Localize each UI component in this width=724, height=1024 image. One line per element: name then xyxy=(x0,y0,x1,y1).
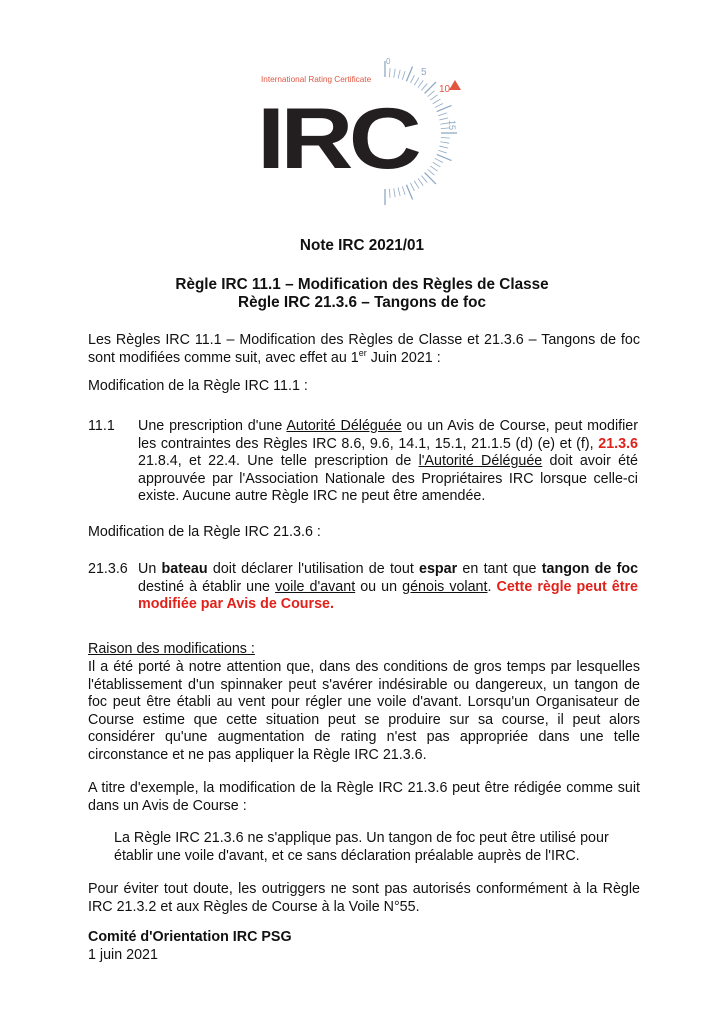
dial-tick xyxy=(406,66,412,81)
dial-tick xyxy=(430,166,437,171)
logo-wordmark: IRC xyxy=(257,91,420,187)
signature-date: 1 juin 2021 xyxy=(88,947,158,963)
irc-logo xyxy=(255,58,480,206)
dial-tick xyxy=(421,176,427,183)
dial-tick xyxy=(440,142,449,143)
dial-tick xyxy=(435,103,443,107)
dial-tick xyxy=(414,78,419,86)
dial-number-5: 5 xyxy=(421,67,427,78)
section-1-label: Modification de la Règle IRC 11.1 : xyxy=(88,378,308,394)
rule-title-1: Règle IRC 11.1 – Modification des Règles de Classe xyxy=(175,276,549,293)
link-autorite-deleguee: Autorité Déléguée xyxy=(286,418,402,434)
dial-tick xyxy=(439,146,448,148)
dial-tick xyxy=(394,188,395,197)
signature-committee: Comité d'Orientation IRC PSG xyxy=(88,929,292,945)
logo-tagline: International Rating Certificate xyxy=(261,75,372,84)
dial-tick xyxy=(425,82,436,93)
dial-tick xyxy=(398,187,400,196)
dial-tick xyxy=(418,178,423,185)
dial-tick xyxy=(428,91,435,97)
intro-paragraph: Les Règles IRC 11.1 – Modification des Règles de Classe et 21.3.6 – Tangons de foc sont modifiées comme suit, avec effet au 1er Juin 2021 : xyxy=(88,332,640,366)
dial-tick xyxy=(389,189,390,198)
dial-tick xyxy=(437,154,452,160)
rule-title-2: Règle IRC 21.3.6 – Tangons de foc xyxy=(238,294,486,311)
dial-tick xyxy=(418,80,423,87)
dial-number-0: 0 xyxy=(386,58,391,66)
highlight-21-3-6: 21.3.6 xyxy=(598,435,638,452)
dial-tick xyxy=(441,137,450,138)
example-quote: La Règle IRC 21.3.6 ne s'applique pas. Un tangon de foc peut être utilisé pour établir une voile d'avant, et ce sans déclaration préalable auprès de l'IRC. xyxy=(114,830,609,864)
closing-paragraph: Pour éviter tout doute, les outriggers ne sont pas autorisés conformément à la Règle IRC 21.3.2 et aux Règles de Course à la Voile N°55. xyxy=(88,881,640,915)
dial-tick xyxy=(389,68,390,77)
dial-number-15: 15 xyxy=(447,120,457,131)
dial-tick xyxy=(402,71,405,80)
dial-tick xyxy=(394,69,395,78)
dial-tick xyxy=(425,173,436,184)
dial-tick xyxy=(410,75,414,83)
red-note: Cette règle peut être modifiée par Avis de Course. xyxy=(138,578,638,612)
reason-paragraph: Il a été porté à notre attention que, dans des conditions de gros temps par lesquelles l'établissement d'un spinnaker peut s'avérer indésirable ou dangereux, un tangon de foc peut être établi au vent pour régler une voile d'avant. Lorsqu'un Organisateur de Course estime que cette situation peut se produire sur sa course, il peut alors considérer qu'une augmentation de rating n'est pas appropriée dans une telle circonstance et ne pas appliquer la Règle IRC 21.3.6. xyxy=(88,659,640,763)
dial-tick xyxy=(421,84,427,91)
dial-tick xyxy=(433,99,441,104)
example-paragraph: A titre d'exemple, la modification de la Règle IRC 21.3.6 peut être rédigée comme suit dans un Avis de Course : xyxy=(88,780,640,814)
dial-tick xyxy=(430,95,437,100)
dial-tick xyxy=(402,186,405,195)
rule-21-3-6-text: Un bateau doit déclarer l'utilisation de tout espar en tant que tangon de foc destiné à établir une voile d'avant ou un génois volant. Cette règle peut être modifiée par Avis de Course. xyxy=(138,561,639,612)
dial-tick xyxy=(438,113,447,116)
dial-tick xyxy=(439,118,448,120)
dial-tick xyxy=(428,169,435,175)
dial-marker-icon xyxy=(449,80,461,90)
rule-11-1-text: Une prescription d'une Autorité Déléguée ou un Avis de Course, peut modifier les contraintes des Règles IRC 8.6, 9.6, 14.1, 15.1, 21.1.5 (d) (e) et (f), 21.3.6 21.8.4, et 22.4. Une telle prescription de l'Autorité Déléguée doit avoir été approuvée par l'Association Nationale des Propriétaires IRC lorsque celle-ci existe. Aucune autre Règle IRC ne peut être amendée. xyxy=(138,418,638,504)
section-2-label: Modification de la Règle IRC 21.3.6 : xyxy=(88,524,321,540)
dial-tick xyxy=(437,105,452,111)
reason-title: Raison des modifications : xyxy=(88,641,255,657)
dial-tick xyxy=(398,70,400,79)
dial-tick xyxy=(435,158,443,162)
rule-number-21-3-6: 21.3.6 xyxy=(88,561,128,577)
rule-number-11-1: 11.1 xyxy=(88,418,115,434)
dial-tick xyxy=(433,162,441,167)
note-title: Note IRC 2021/01 xyxy=(299,237,425,254)
dial-number-10: 10 xyxy=(439,84,451,95)
dial-tick xyxy=(438,150,447,153)
link-lautorite-deleguee: l'Autorité Déléguée xyxy=(418,453,543,469)
